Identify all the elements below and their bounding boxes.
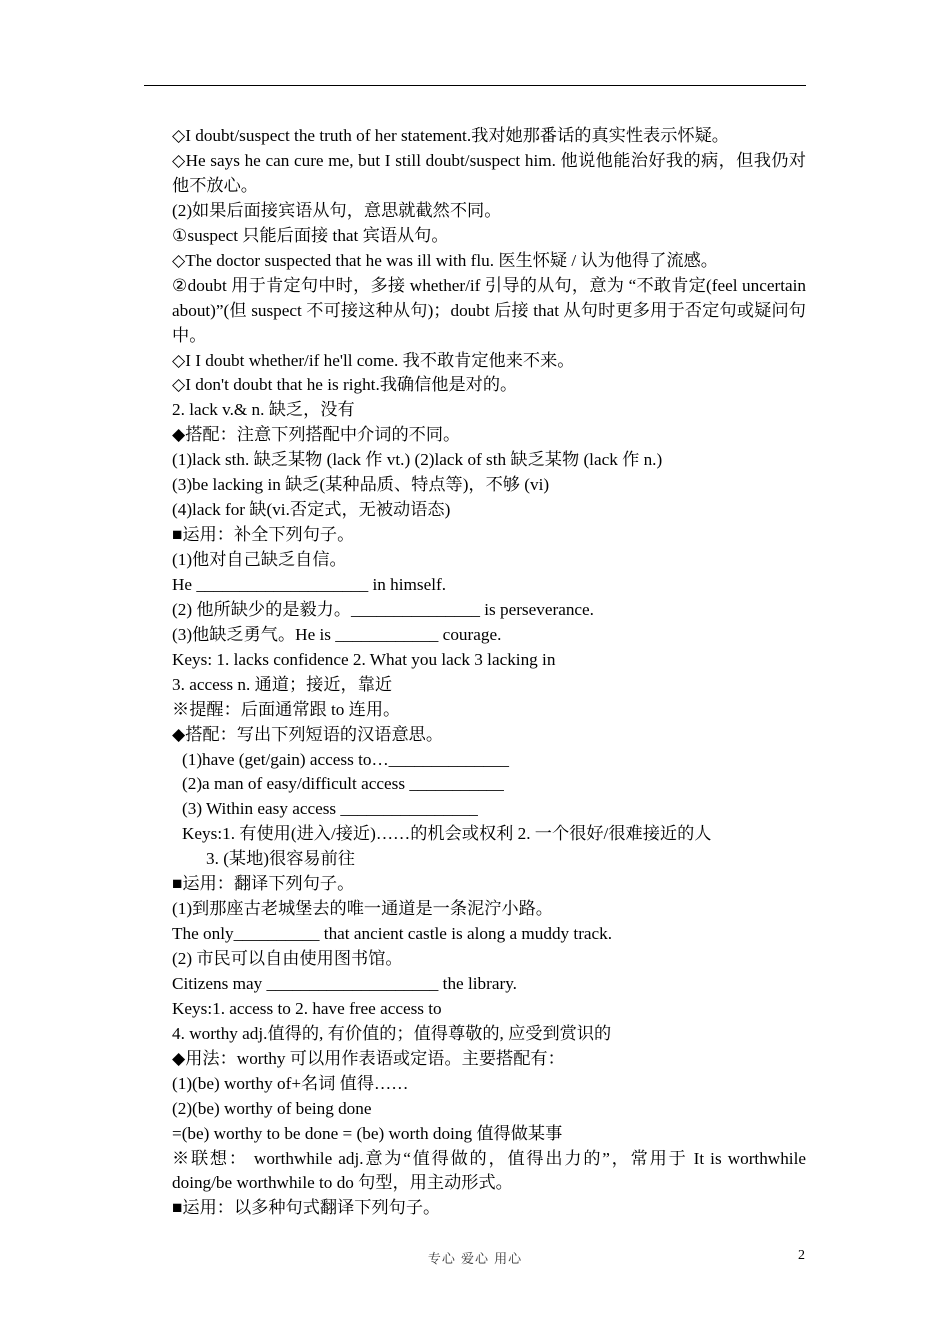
text-line: (4)lack for 缺(vi.否定式，无被动语态) <box>172 500 451 520</box>
example-sentence: ◇The doctor suspected that he was ill with flu. 医生怀疑 / 认为他得了流感。 <box>172 250 718 270</box>
text-paragraph: ②doubt 用于肯定句中时，多接 whether/if 引导的从句，意为 “不敢肯定(feel uncertain about)”(但 suspect 不可接这种从句)；doubt 后接 that 从句时更多用于否定句或疑问句中。 <box>172 275 806 345</box>
exercise-heading: ■运用：以多种句式翻译下列句子。 <box>172 1198 441 1218</box>
fill-blank-line: (2)a man of easy/difficult access ___________ <box>182 774 504 794</box>
footer-motto: 专心 爱心 用心 <box>427 1252 523 1267</box>
text-line: =(be) worthy to be done = (be) worth doing 值得做某事 <box>172 1123 563 1143</box>
page-number: 2 <box>798 1248 805 1263</box>
fill-blank-line: He ____________________ in himself. <box>172 574 447 594</box>
text-line: (1)lack sth. 缺乏某物 (lack 作 vt.) (2)lack of sth 缺乏某物 (lack 作 n.) <box>172 450 663 470</box>
answer-keys: Keys: 1. lacks confidence 2. What you lack 3 lacking in <box>172 649 556 669</box>
text-line: (2)(be) worthy of being done <box>172 1098 372 1118</box>
page-footer <box>0 1248 950 1268</box>
text-line: ※提醒：后面通常跟 to 连用。 <box>172 699 401 719</box>
text-line: (3)be lacking in 缺乏(某种品质、特点等)，不够 (vi) <box>172 475 550 495</box>
text-line: (1)(be) worthy of+名词 值得…… <box>172 1073 409 1093</box>
text-line: ◆搭配：写出下列短语的汉语意思。 <box>172 724 444 744</box>
answer-keys: Keys:1. 有使用(进入/接近)……的机会或权利 2. 一个很好/很难接近的人 <box>182 824 712 844</box>
answer-keys: Keys:1. access to 2. have free access to <box>172 998 442 1018</box>
fill-blank-line: Citizens may ____________________ the library. <box>172 973 517 993</box>
exercise-heading: ■运用：翻译下列句子。 <box>172 874 355 894</box>
section-heading: 2. lack v.& n. 缺乏，没有 <box>172 400 355 420</box>
exercise-heading: ■运用：补全下列句子。 <box>172 525 355 545</box>
fill-blank-line: (1)have (get/gain) access to…______________ <box>182 749 509 769</box>
text-line: ①suspect 只能后面接 that 宾语从句。 <box>172 225 449 245</box>
text-line: ◆搭配：注意下列搭配中介词的不同。 <box>172 425 461 445</box>
section-heading: 4. worthy adj.值得的, 有价值的；值得尊敬的, 应受到赏识的 <box>172 1023 612 1043</box>
text-line: (1)他对自己缺乏自信。 <box>172 550 347 570</box>
example-sentence: ◇He says he can cure me, but I still doubt/suspect him. 他说他能治好我的病，但我仍对他不放心。 <box>172 150 806 195</box>
text-line: (1)到那座古老城堡去的唯一通道是一条泥泞小路。 <box>172 899 553 919</box>
text-line: (2)如果后面接宾语从句，意思就截然不同。 <box>172 200 502 220</box>
fill-blank-line: (2) 他所缺少的是毅力。_______________ is perseverance. <box>172 599 594 619</box>
document-body <box>172 124 806 1221</box>
section-heading: 3. access n. 通道；接近，靠近 <box>172 674 393 694</box>
example-sentence: ◇I don't doubt that he is right.我确信他是对的。 <box>172 375 518 395</box>
example-sentence: ◇I doubt/suspect the truth of her statement.我对她那番话的真实性表示怀疑。 <box>172 126 729 145</box>
text-line: ◆用法：worthy 可以用作表语或定语。主要搭配有： <box>172 1048 565 1068</box>
fill-blank-line: (3) Within easy access ________________ <box>182 799 478 819</box>
header-rule <box>144 85 806 86</box>
example-sentence: ◇I I doubt whether/if he'll come. 我不敢肯定他来不来。 <box>172 350 575 370</box>
answer-keys: 3. (某地)很容易前往 <box>206 849 355 869</box>
text-line: (2) 市民可以自由使用图书馆。 <box>172 949 403 969</box>
text-paragraph: ※联想： worthwhile adj.意为“值得做的，值得出力的”，常用于 It is worthwhile doing/be worthwhile to do 句型，用主动形式。 <box>172 1148 806 1193</box>
fill-blank-line: (3)他缺乏勇气。He is ____________ courage. <box>172 624 502 644</box>
fill-blank-line: The only__________ that ancient castle is along a muddy track. <box>172 924 613 944</box>
